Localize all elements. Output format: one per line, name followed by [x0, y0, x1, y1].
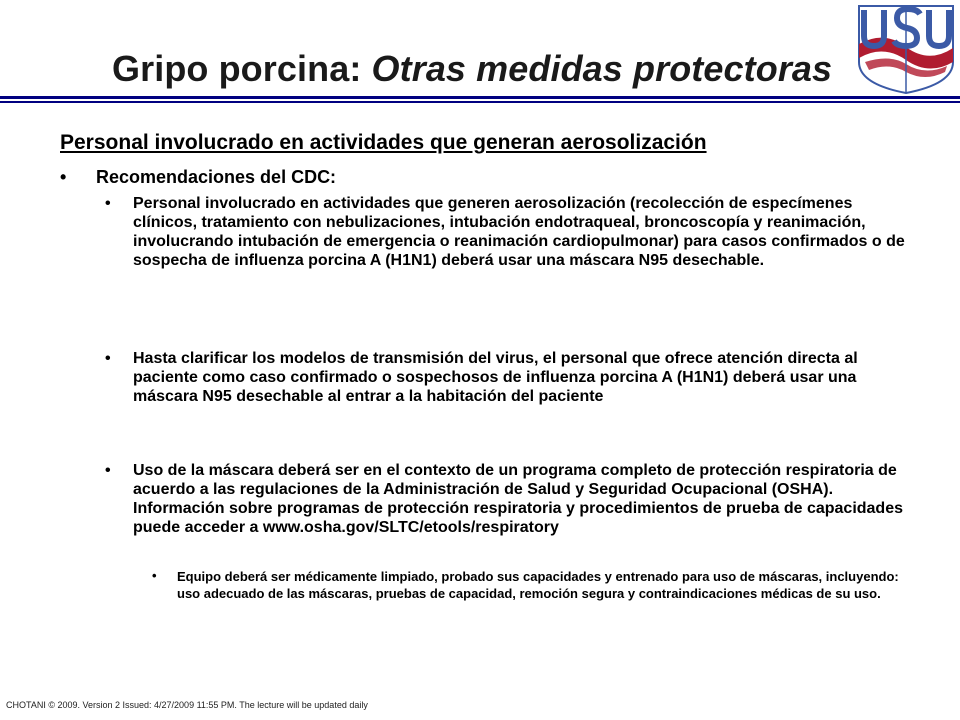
- bullet-glyph: •: [105, 350, 111, 367]
- slide-title: [112, 48, 832, 90]
- title-rule-top: [0, 96, 960, 99]
- bullet-mask-program: [105, 461, 915, 537]
- bullet-text: Uso de la máscara deberá ser en el contexto de un programa completo de protección respiratoria de acuerdo a las regulaciones de la Administración de Salud y Seguridad Ocupacional (OSHA). Información sobre programas de protección respiratoria y procedimientos de prueba de capacidades puede acceder a www.osha.gov/SLTC/etools/respiratory: [133, 462, 903, 536]
- bullet-text: Equipo deberá ser médicamente limpiado, probado sus capacidades y entrenado para uso de máscaras, incluyendo: uso adecuado de las máscaras, pruebas de capacidad, remoción segura y contraindicaciones médicas de su uso.: [177, 569, 899, 601]
- bullet-glyph: •: [152, 568, 157, 583]
- bullet-glyph: •: [105, 462, 111, 479]
- bullet-glyph: •: [60, 167, 67, 187]
- footer-copyright: CHOTANI © 2009. Version 2 Issued: 4/27/2009 11:55 PM. The lecture will be updated daily: [6, 700, 368, 710]
- bullet-transmission: [105, 349, 915, 406]
- title-plain: Gripo porcina:: [112, 48, 372, 89]
- title-italic: Otras medidas protectoras: [371, 48, 833, 89]
- bullet-glyph: •: [105, 195, 111, 212]
- title-rule-bottom: [0, 101, 960, 103]
- bullet-text: Personal involucrado en actividades que generen aerosolización (recolección de especímenes clínicos, tratamiento con nebulizaciones, intubación endotraqueal, broncoscopía y reanimación, involucrando intubación de emergencia o reanimación cardiopulmonar) para casos confirmados o de sospecha de influenza porcina A (H1N1) deberá usar una máscara N95 desechable.: [133, 195, 905, 269]
- section-subheading: Personal involucrado en actividades que generan aerosolización: [60, 131, 707, 154]
- bullet-text: Recomendaciones del CDC:: [96, 167, 337, 187]
- subbullet-equipment: [152, 568, 912, 602]
- usu-logo: [845, 0, 960, 95]
- bullet-aerosol-activities: [105, 194, 915, 270]
- bullet-text: Hasta clarificar los modelos de transmisión del virus, el personal que ofrece atención directa al paciente como caso confirmado o sospechosos de influenza porcina A (H1N1) deberá usar una máscara N95 desechable al entrar a la habitación del paciente: [133, 350, 858, 405]
